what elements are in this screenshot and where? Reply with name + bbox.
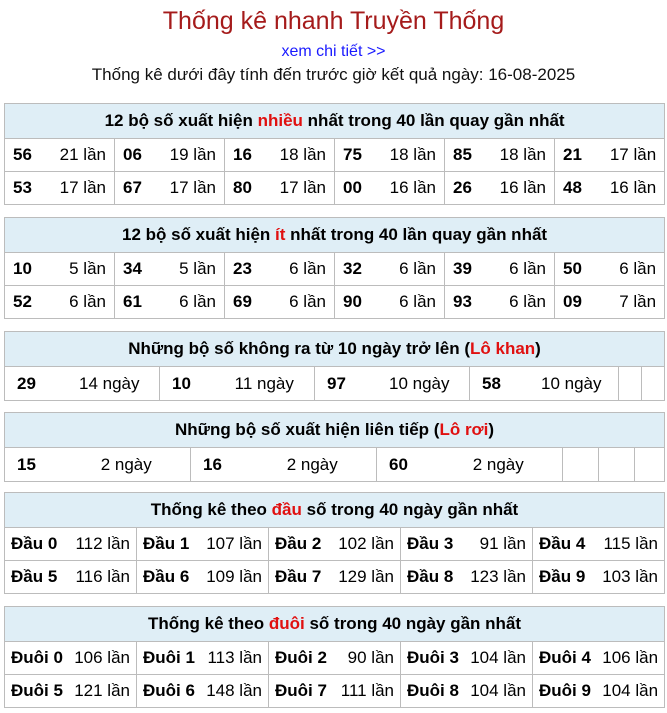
heading-highlight: Lô khan	[470, 339, 536, 358]
table-row	[5, 286, 665, 319]
tail-digit-label[interactable]: Đuôi 1	[137, 642, 203, 675]
count-cell: 6 lần	[48, 286, 115, 319]
heading-text: nhất trong 40 lần quay gần nhất	[285, 225, 548, 244]
empty-cell	[635, 448, 665, 482]
empty-cell	[642, 367, 665, 401]
number-cell[interactable]: 21	[555, 139, 598, 172]
page-subtitle: Thống kê dưới đây tính đến trước giờ kết quả ngày: 16-08-2025	[91, 65, 576, 84]
number-cell[interactable]: 48	[555, 172, 598, 205]
number-cell[interactable]: 06	[115, 139, 158, 172]
count-cell: 106 lần	[71, 642, 137, 675]
table-row	[5, 253, 665, 286]
count-cell: 5 lần	[158, 253, 225, 286]
head-digit-label[interactable]: Đầu 3	[401, 528, 463, 561]
number-cell[interactable]: 58	[470, 367, 525, 401]
count-cell: 6 lần	[268, 286, 335, 319]
count-cell: 6 lần	[598, 253, 665, 286]
heading-highlight: đầu	[271, 500, 302, 519]
count-cell: 6 lần	[488, 253, 555, 286]
lo-khan-heading	[5, 332, 665, 367]
count-cell: 6 lần	[268, 253, 335, 286]
number-cell[interactable]: 16	[191, 448, 249, 482]
count-cell: 17 lần	[48, 172, 115, 205]
heading-text: Thống kê theo	[147, 614, 269, 633]
tail-digit-label[interactable]: Đuôi 3	[401, 642, 467, 675]
count-cell: 16 lần	[378, 172, 445, 205]
table-row	[5, 675, 665, 708]
count-cell: 16 lần	[598, 172, 665, 205]
count-cell: 148 lần	[203, 675, 269, 708]
head-digit-label[interactable]: Đầu 2	[269, 528, 331, 561]
count-cell: 6 lần	[158, 286, 225, 319]
tail-digit-label[interactable]: Đuôi 8	[401, 675, 467, 708]
heading-text: nhất trong 40 lần quay gần nhất	[302, 111, 565, 130]
number-cell[interactable]: 34	[115, 253, 158, 286]
most-frequent-heading	[5, 104, 665, 139]
number-cell[interactable]: 15	[5, 448, 63, 482]
heading-highlight: đuôi	[268, 614, 305, 633]
tail-digit-label[interactable]: Đuôi 0	[5, 642, 71, 675]
count-cell: 18 lần	[488, 139, 555, 172]
count-cell: 104 lần	[599, 675, 665, 708]
head-digit-label[interactable]: Đầu 6	[137, 561, 199, 594]
number-cell[interactable]: 69	[225, 286, 268, 319]
least-frequent-heading	[5, 218, 665, 253]
count-cell: 123 lần	[463, 561, 533, 594]
empty-cell	[619, 367, 642, 401]
page-title: Thống kê nhanh Truyền Thống	[162, 7, 505, 35]
number-cell[interactable]: 39	[445, 253, 488, 286]
heading-text: số trong 40 ngày gần nhất	[304, 614, 522, 633]
number-cell[interactable]: 50	[555, 253, 598, 286]
empty-cell	[599, 448, 635, 482]
days-cell: 2 ngày	[249, 448, 377, 482]
heading-text: )	[535, 339, 541, 358]
number-cell[interactable]: 80	[225, 172, 268, 205]
count-cell: 104 lần	[467, 642, 533, 675]
days-cell: 2 ngày	[435, 448, 563, 482]
tail-digit-label[interactable]: Đuôi 9	[533, 675, 599, 708]
duoi-heading	[5, 607, 665, 642]
table-row	[5, 448, 665, 482]
count-cell: 6 lần	[488, 286, 555, 319]
number-cell[interactable]: 00	[335, 172, 378, 205]
count-cell: 16 lần	[488, 172, 555, 205]
count-cell: 104 lần	[467, 675, 533, 708]
tail-digit-label[interactable]: Đuôi 4	[533, 642, 599, 675]
number-cell[interactable]: 93	[445, 286, 488, 319]
number-cell[interactable]: 09	[555, 286, 598, 319]
lo-roi-table	[4, 412, 665, 482]
number-cell[interactable]: 32	[335, 253, 378, 286]
table-row	[5, 528, 665, 561]
heading-text: Những bộ số xuất hiện liên tiếp (	[174, 420, 440, 439]
count-cell: 103 lần	[595, 561, 665, 594]
count-cell: 111 lần	[335, 675, 401, 708]
days-cell: 2 ngày	[63, 448, 191, 482]
head-digit-label[interactable]: Đầu 8	[401, 561, 463, 594]
table-row	[5, 642, 665, 675]
count-cell: 6 lần	[378, 286, 445, 319]
count-cell: 115 lần	[595, 528, 665, 561]
count-cell: 107 lần	[199, 528, 269, 561]
head-digit-label[interactable]: Đầu 1	[137, 528, 199, 561]
heading-text: Những bộ số không ra từ 10 ngày trở lên (	[128, 339, 470, 358]
number-cell[interactable]: 60	[377, 448, 435, 482]
count-cell: 7 lần	[598, 286, 665, 319]
heading-text: )	[488, 420, 495, 439]
table-row	[5, 172, 665, 205]
number-cell[interactable]: 10	[160, 367, 215, 401]
count-cell: 19 lần	[158, 139, 225, 172]
count-cell: 18 lần	[378, 139, 445, 172]
tail-digit-label[interactable]: Đuôi 7	[269, 675, 335, 708]
count-cell: 106 lần	[599, 642, 665, 675]
head-digit-label[interactable]: Đầu 5	[5, 561, 67, 594]
lo-roi-heading	[5, 413, 665, 448]
number-cell[interactable]: 53	[5, 172, 48, 205]
count-cell: 6 lần	[378, 253, 445, 286]
tail-digit-label[interactable]: Đuôi 5	[5, 675, 71, 708]
lo-khan-table	[4, 331, 665, 401]
dau-table	[4, 492, 665, 594]
count-cell: 116 lần	[67, 561, 137, 594]
number-cell[interactable]: 61	[115, 286, 158, 319]
head-digit-label[interactable]: Đầu 4	[533, 528, 595, 561]
detail-link[interactable]: xem chi tiết >>	[281, 43, 386, 60]
count-cell: 17 lần	[268, 172, 335, 205]
number-cell[interactable]: 16	[225, 139, 268, 172]
heading-text: 12 bộ số xuất hiện	[122, 225, 276, 244]
number-cell[interactable]: 10	[5, 253, 48, 286]
count-cell: 21 lần	[48, 139, 115, 172]
number-cell[interactable]: 26	[445, 172, 488, 205]
heading-text: Thống kê theo	[150, 500, 272, 519]
number-cell[interactable]: 75	[335, 139, 378, 172]
most-frequent-table	[4, 103, 665, 205]
table-row	[5, 367, 665, 401]
number-cell[interactable]: 56	[5, 139, 48, 172]
table-row	[5, 139, 665, 172]
count-cell: 109 lần	[199, 561, 269, 594]
count-cell: 129 lần	[331, 561, 401, 594]
page-header	[0, 0, 667, 87]
tail-digit-label[interactable]: Đuôi 2	[269, 642, 335, 675]
number-cell[interactable]: 90	[335, 286, 378, 319]
count-cell: 90 lần	[335, 642, 401, 675]
count-cell: 112 lần	[67, 528, 137, 561]
heading-highlight: ít	[275, 225, 286, 244]
tail-digit-label[interactable]: Đuôi 6	[137, 675, 203, 708]
days-cell: 11 ngày	[215, 367, 315, 401]
heading-text: số trong 40 ngày gần nhất	[301, 500, 519, 519]
days-cell: 10 ngày	[525, 367, 619, 401]
empty-cell	[563, 448, 599, 482]
days-cell: 10 ngày	[370, 367, 470, 401]
number-cell[interactable]: 29	[5, 367, 60, 401]
count-cell: 121 lần	[71, 675, 137, 708]
duoi-table	[4, 606, 665, 708]
count-cell: 18 lần	[268, 139, 335, 172]
number-cell[interactable]: 52	[5, 286, 48, 319]
head-digit-label[interactable]: Đầu 7	[269, 561, 331, 594]
dau-heading	[5, 493, 665, 528]
count-cell: 102 lần	[331, 528, 401, 561]
heading-highlight: Lô rơi	[439, 420, 489, 439]
heading-text: 12 bộ số xuất hiện	[104, 111, 258, 130]
heading-highlight: nhiều	[257, 111, 303, 130]
count-cell: 113 lần	[203, 642, 269, 675]
days-cell: 14 ngày	[60, 367, 160, 401]
number-cell[interactable]: 85	[445, 139, 488, 172]
count-cell: 5 lần	[48, 253, 115, 286]
head-digit-label[interactable]: Đầu 9	[533, 561, 595, 594]
number-cell[interactable]: 67	[115, 172, 158, 205]
least-frequent-table	[4, 217, 665, 319]
table-row	[5, 561, 665, 594]
count-cell: 91 lần	[463, 528, 533, 561]
number-cell[interactable]: 23	[225, 253, 268, 286]
number-cell[interactable]: 97	[315, 367, 370, 401]
count-cell: 17 lần	[158, 172, 225, 205]
head-digit-label[interactable]: Đầu 0	[5, 528, 67, 561]
count-cell: 17 lần	[598, 139, 665, 172]
